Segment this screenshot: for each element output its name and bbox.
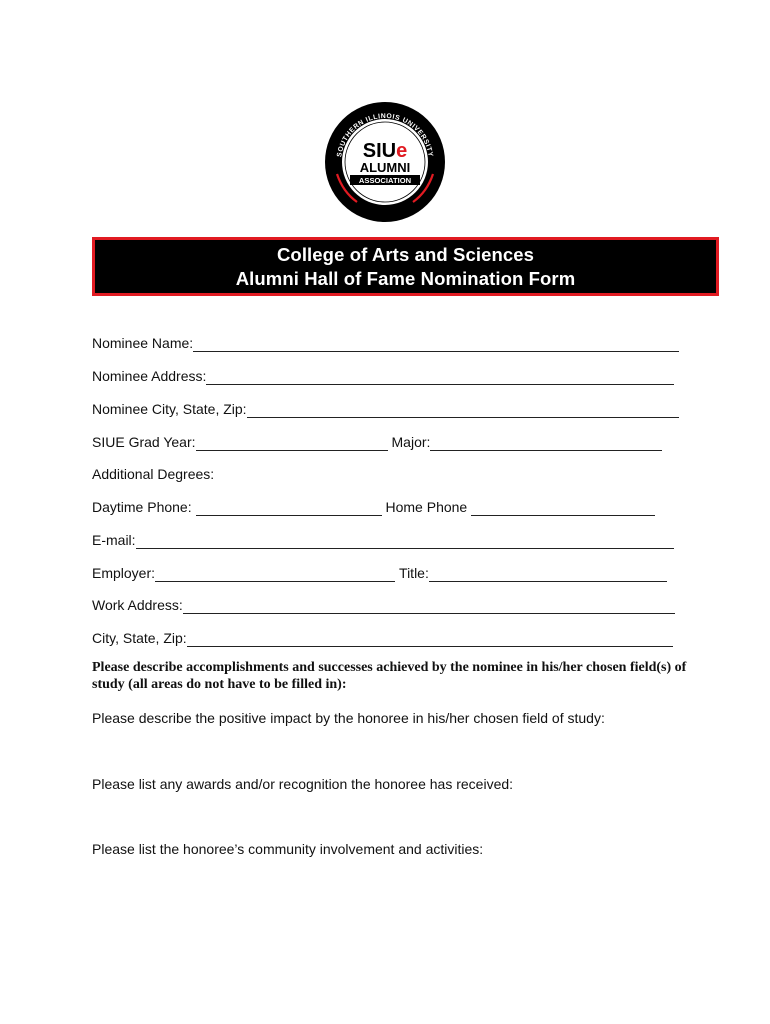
daytime-phone-label: Daytime Phone:	[92, 499, 196, 515]
title-label: Title:	[399, 565, 429, 581]
nominee-address-label: Nominee Address:	[92, 368, 207, 384]
nominee-city-row	[92, 396, 679, 418]
community-prompt: Please list the honoree’s community involvement and activities:	[92, 841, 484, 857]
logo-arc-top-text: SOUTHERN ILLINOIS UNIVERSITY	[336, 112, 434, 158]
nominee-city-label: Nominee City, State, Zip:	[92, 401, 247, 417]
additional-degrees-row	[92, 461, 214, 483]
logo-brand-text: SIU	[362, 140, 397, 162]
city-state-zip-label: City, State, Zip:	[92, 630, 187, 646]
employer-label: Employer:	[92, 565, 156, 581]
home-phone-field[interactable]	[471, 500, 655, 516]
grad-year-field[interactable]	[196, 435, 388, 451]
additional-degrees-label: Additional Degrees:	[92, 466, 215, 482]
logo-brand-e: e	[396, 140, 408, 162]
employer-field[interactable]	[155, 566, 395, 582]
form-title-line-1: College of Arts and Sciences	[276, 243, 535, 265]
nominee-address-field[interactable]	[206, 369, 674, 385]
nominee-city-field[interactable]	[247, 402, 679, 418]
form-title-line-2: Alumni Hall of Fame Nomination Form	[235, 267, 576, 289]
siue-alumni-association-logo	[323, 100, 447, 224]
city-state-zip-row	[92, 625, 673, 647]
impact-prompt: Please describe the positive impact by the honoree in his/her chosen field of study:	[92, 710, 605, 726]
svg-text:SIUe	[363, 140, 407, 162]
grad-year-row	[92, 429, 662, 451]
grad-year-label: SIUE Grad Year:	[92, 434, 196, 450]
nominee-name-row	[92, 330, 679, 352]
title-field[interactable]	[429, 566, 667, 582]
email-label: E-mail:	[92, 532, 136, 548]
work-address-field[interactable]	[183, 598, 675, 614]
city-state-zip-field[interactable]	[187, 631, 673, 647]
nominee-name-label: Nominee Name:	[92, 335, 194, 351]
work-address-row	[92, 592, 675, 614]
email-row	[92, 527, 674, 549]
logo-association-text: ASSOCIATION	[358, 176, 412, 185]
nominee-address-row	[92, 363, 674, 385]
accomplishments-instructions: Please describe accomplishments and successes achieved by the nominee in his/her chosen field(s) of study (all areas do not have to be filled in):	[92, 660, 687, 692]
logo-arc-bottom-text: EDWARDSVILLE	[359, 188, 411, 203]
form-title-banner	[92, 237, 719, 296]
daytime-phone-field[interactable]	[196, 500, 382, 516]
awards-prompt: Please list any awards and/or recognition the honoree has received:	[92, 776, 514, 792]
major-label: Major:	[391, 434, 431, 450]
email-field[interactable]	[136, 533, 674, 549]
logo-alumni-text: ALUMNI	[359, 160, 411, 175]
home-phone-label: Home Phone	[385, 499, 472, 515]
phone-row	[92, 494, 655, 516]
employer-row	[92, 560, 667, 582]
work-address-label: Work Address:	[92, 597, 183, 613]
nominee-name-field[interactable]	[193, 336, 679, 352]
major-field[interactable]	[430, 435, 662, 451]
